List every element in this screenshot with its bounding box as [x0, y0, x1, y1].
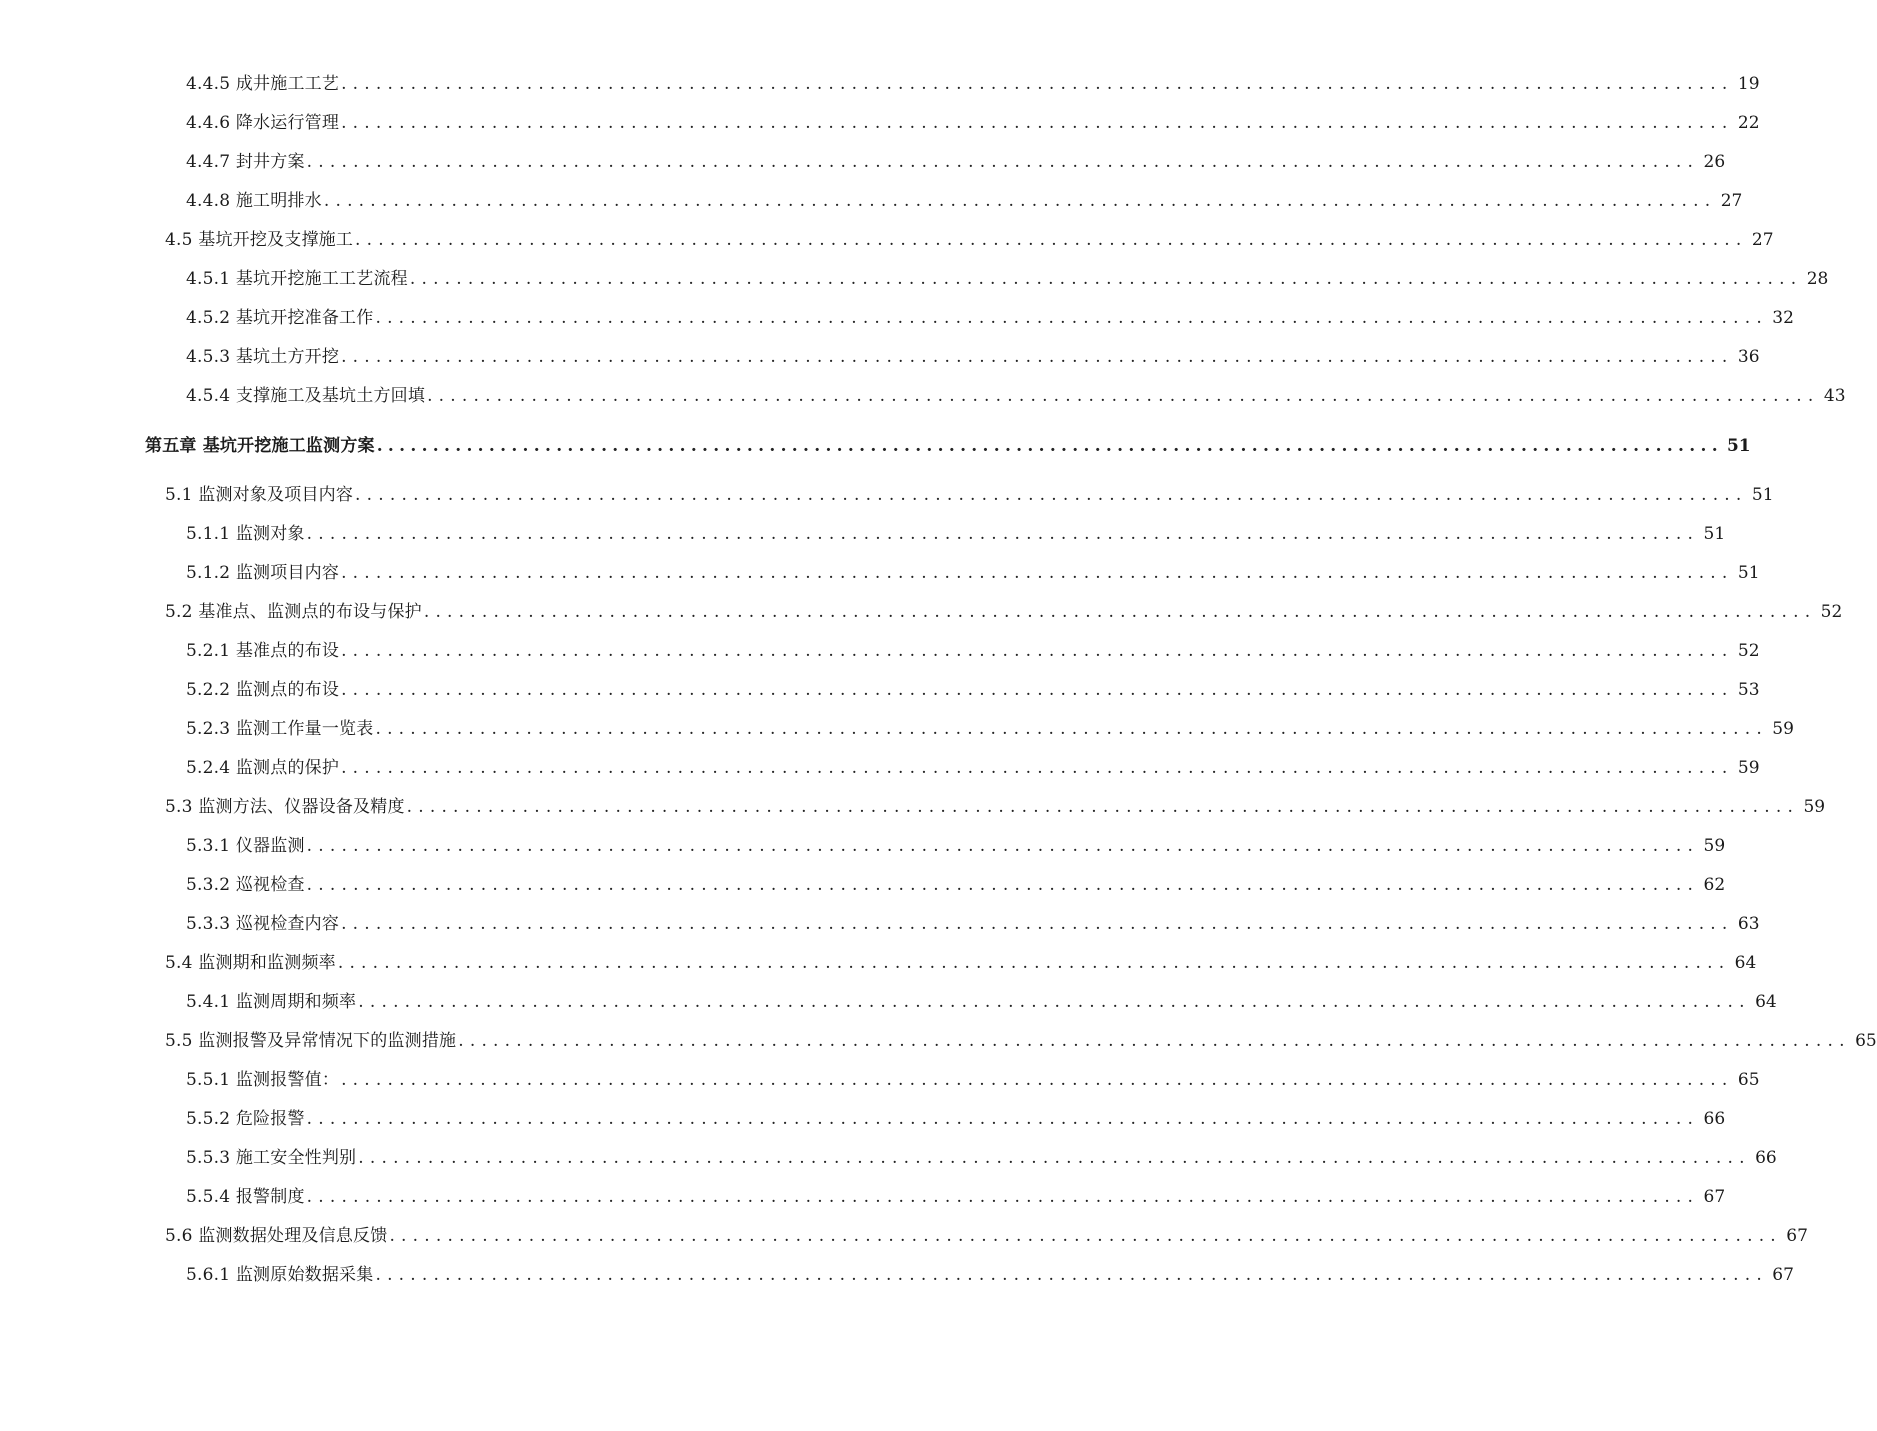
- toc-entry-page: 67: [1772, 1265, 1794, 1285]
- toc-entry-label: 5.3.1 仪器监测: [186, 836, 305, 856]
- toc-dot-leader: ........................................................................................................................: [375, 308, 1768, 328]
- toc-entry[interactable]: [186, 678, 1760, 702]
- toc-entry-page: 59: [1772, 719, 1794, 739]
- toc-entry[interactable]: [165, 795, 1826, 819]
- toc-entry-page: 65: [1855, 1031, 1877, 1051]
- toc-dot-leader: ........................................................................................................................: [341, 74, 1734, 94]
- toc-dot-leader: ........................................................................................................................: [423, 602, 1817, 622]
- toc-entry-page: 67: [1703, 1187, 1726, 1207]
- toc-entry-label: 5.6.1 监测原始数据采集: [186, 1265, 374, 1285]
- toc-entry-label: 5.5.4 报警制度: [186, 1187, 305, 1207]
- toc-entry[interactable]: [186, 306, 1794, 330]
- toc-entry-page: 67: [1786, 1226, 1808, 1246]
- toc-entry-page: 27: [1720, 191, 1743, 211]
- toc-entry-label: 5.5.3 施工安全性判别: [186, 1148, 357, 1168]
- toc-entry[interactable]: [186, 1146, 1777, 1170]
- toc-entry[interactable]: [186, 834, 1726, 858]
- toc-entry[interactable]: [186, 345, 1760, 369]
- toc-entry-page: 51: [1737, 563, 1760, 583]
- toc-entry[interactable]: [186, 717, 1794, 741]
- toc-entry-page: 52: [1737, 641, 1760, 661]
- toc-entry-page: 64: [1755, 992, 1777, 1012]
- toc-entry[interactable]: [186, 990, 1777, 1014]
- toc-entry[interactable]: [186, 150, 1726, 174]
- toc-entry[interactable]: [186, 522, 1726, 546]
- toc-entry-page: 43: [1823, 386, 1846, 406]
- toc-dot-leader: ........................................................................................................................: [358, 992, 1751, 1012]
- toc-entry-label: 4.5.4 支撑施工及基坑土方回填: [186, 386, 426, 406]
- toc-entry-label: 5.2.2 监测点的布设: [186, 680, 340, 700]
- toc-entry-label: 5.6 监测数据处理及信息反馈: [165, 1226, 388, 1246]
- toc-entry[interactable]: [165, 951, 1757, 975]
- toc-entry-page: 59: [1803, 797, 1826, 817]
- toc-entry-label: 5.5 监测报警及异常情况下的监测措施: [165, 1031, 457, 1051]
- toc-dot-leader: ........................................................................................................................: [358, 1148, 1751, 1168]
- toc-entry[interactable]: [186, 756, 1760, 780]
- toc-entry-label: 4.4.8 施工明排水: [186, 191, 322, 211]
- toc-entry-label: 5.1.2 监测项目内容: [186, 563, 340, 583]
- toc-dot-leader: ........................................................................................................................: [337, 953, 1731, 973]
- toc-entry-label: 4.4.7 封井方案: [186, 152, 305, 172]
- toc-entry-label: 4.5.2 基坑开挖准备工作: [186, 308, 374, 328]
- toc-entry-page: 65: [1737, 1070, 1760, 1090]
- toc-dot-leader: ........................................................................................................................: [341, 1070, 1734, 1090]
- toc-dot-leader: ........................................................................................................................: [341, 347, 1734, 367]
- toc-entry-page: 32: [1772, 308, 1794, 328]
- toc-entry-label: 5.2 基准点、监测点的布设与保护: [165, 602, 422, 622]
- toc-entry[interactable]: [165, 1029, 1877, 1053]
- toc-entry-page: 62: [1703, 875, 1726, 895]
- toc-entry[interactable]: [186, 384, 1846, 408]
- toc-entry-label: 4.5 基坑开挖及支撑施工: [165, 230, 354, 250]
- toc-entry[interactable]: [186, 72, 1760, 96]
- toc-entry-label: 5.3 监测方法、仪器设备及精度: [165, 797, 405, 817]
- toc-dot-leader: ........................................................................................................................: [409, 269, 1803, 289]
- toc-entry-label: 5.5.2 危险报警: [186, 1109, 305, 1129]
- toc-dot-leader: ........................................................................................................................: [306, 152, 1700, 172]
- toc-entry[interactable]: [165, 600, 1843, 624]
- toc-entry-page: 19: [1737, 74, 1760, 94]
- toc-entry[interactable]: [186, 1263, 1794, 1287]
- toc-entry[interactable]: [186, 912, 1760, 936]
- toc-dot-leader: ........................................................................................................................: [406, 797, 1800, 817]
- toc-dot-leader: ........................................................................................................................: [458, 1031, 1851, 1051]
- toc-dot-leader: ........................................................................................................................: [341, 113, 1734, 133]
- toc-dot-leader: ........................................................................................................................: [341, 563, 1734, 583]
- toc-entry-label: 第五章 基坑开挖施工监测方案: [145, 436, 375, 456]
- toc-entry-label: 5.1.1 监测对象: [186, 524, 305, 544]
- toc-entry-label: 4.4.6 降水运行管理: [186, 113, 340, 133]
- toc-entry[interactable]: [165, 483, 1774, 507]
- toc-entry-label: 5.2.3 监测工作量一览表: [186, 719, 374, 739]
- toc-entry[interactable]: [186, 267, 1829, 291]
- toc-dot-leader: ........................................................................................................................: [355, 230, 1748, 250]
- toc-chapter-entry[interactable]: [145, 434, 1751, 458]
- toc-entry[interactable]: [186, 1107, 1726, 1131]
- toc-entry[interactable]: [186, 561, 1760, 585]
- toc-dot-leader: ........................................................................................................................: [376, 436, 1723, 456]
- toc-dot-leader: ........................................................................................................................: [341, 641, 1734, 661]
- toc-dot-leader: ........................................................................................................................: [427, 386, 1820, 406]
- toc-entry-page: 53: [1737, 680, 1760, 700]
- toc-entry-page: 27: [1751, 230, 1774, 250]
- toc-dot-leader: ........................................................................................................................: [355, 485, 1748, 505]
- toc-dot-leader: ........................................................................................................................: [306, 1109, 1700, 1129]
- toc-entry[interactable]: [165, 1224, 1808, 1248]
- toc-entry-label: 4.5.3 基坑土方开挖: [186, 347, 340, 367]
- toc-entry-label: 5.4 监测期和监测频率: [165, 953, 336, 973]
- toc-entry-label: 5.2.1 基准点的布设: [186, 641, 340, 661]
- toc-entry[interactable]: [186, 1185, 1726, 1209]
- toc-entry-page: 51: [1751, 485, 1774, 505]
- toc-entry-page: 66: [1703, 1109, 1726, 1129]
- toc-dot-leader: ........................................................................................................................: [341, 914, 1734, 934]
- toc-entry-label: 5.5.1 监测报警值：: [186, 1070, 340, 1090]
- toc-entry[interactable]: [186, 873, 1726, 897]
- toc-dot-leader: ........................................................................................................................: [306, 836, 1700, 856]
- toc-dot-leader: ........................................................................................................................: [389, 1226, 1782, 1246]
- toc-entry-label: 4.5.1 基坑开挖施工工艺流程: [186, 269, 408, 289]
- toc-entry-page: 51: [1726, 436, 1751, 456]
- toc-entry-page: 66: [1755, 1148, 1777, 1168]
- toc-entry[interactable]: [186, 639, 1760, 663]
- toc-dot-leader: ........................................................................................................................: [341, 758, 1734, 778]
- toc-entry-page: 52: [1820, 602, 1843, 622]
- toc-entry-page: 22: [1737, 113, 1760, 133]
- toc-entry-page: 63: [1737, 914, 1760, 934]
- toc-entry-label: 5.2.4 监测点的保护: [186, 758, 340, 778]
- toc-dot-leader: ........................................................................................................................: [375, 1265, 1768, 1285]
- toc-dot-leader: ........................................................................................................................: [306, 524, 1700, 544]
- toc-entry-page: 59: [1737, 758, 1760, 778]
- toc-entry-page: 36: [1737, 347, 1760, 367]
- toc-entry-page: 59: [1703, 836, 1726, 856]
- toc-entry-label: 4.4.5 成井施工工艺: [186, 74, 340, 94]
- toc-entry-page: 51: [1703, 524, 1726, 544]
- toc-entry-page: 26: [1703, 152, 1726, 172]
- toc-entry-label: 5.3.2 巡视检查: [186, 875, 305, 895]
- toc-entry-label: 5.3.3 巡视检查内容: [186, 914, 340, 934]
- toc-entry-page: 28: [1806, 269, 1829, 289]
- toc-entry[interactable]: [186, 189, 1743, 213]
- toc-entry-label: 5.4.1 监测周期和频率: [186, 992, 357, 1012]
- toc-dot-leader: ........................................................................................................................: [341, 680, 1734, 700]
- toc-dot-leader: ........................................................................................................................: [375, 719, 1768, 739]
- toc-entry[interactable]: [186, 111, 1760, 135]
- toc-dot-leader: ........................................................................................................................: [323, 191, 1717, 211]
- toc-entry[interactable]: [186, 1068, 1760, 1092]
- toc-entry-label: 5.1 监测对象及项目内容: [165, 485, 354, 505]
- toc-entry-page: 64: [1734, 953, 1757, 973]
- toc-dot-leader: ........................................................................................................................: [306, 1187, 1700, 1207]
- toc-dot-leader: ........................................................................................................................: [306, 875, 1700, 895]
- toc-entry[interactable]: [165, 228, 1774, 252]
